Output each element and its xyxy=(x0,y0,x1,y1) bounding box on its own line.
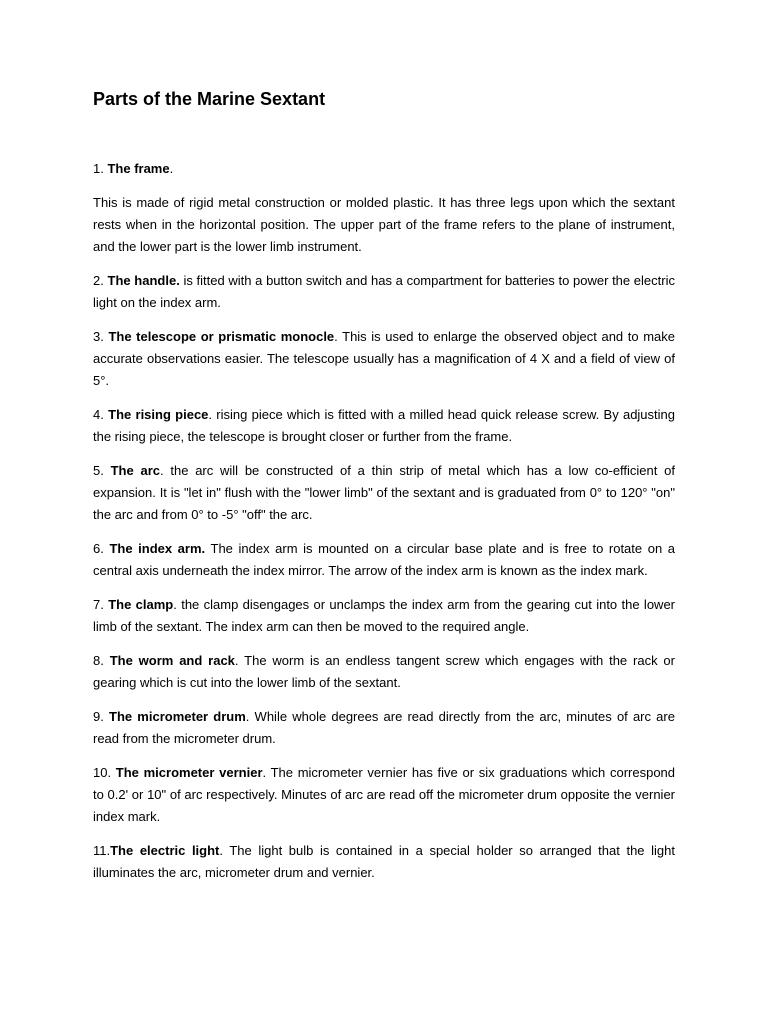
list-item xyxy=(93,538,675,582)
item-term: The micrometer drum xyxy=(109,709,246,724)
item-number: 3. xyxy=(93,329,109,344)
item-text: . the clamp disengages or unclamps the index arm from the gearing cut into the lower limb of the sextant. The index arm can then be moved to the required angle. xyxy=(93,597,675,634)
item-number: 11. xyxy=(93,843,111,858)
item-text: . the arc will be constructed of a thin strip of metal which has a low co-efficient of expansion. It is "let in" flush with the "lower limb" of the sextant and is graduated from 0° to 120° "on" the arc and from 0° to -5° "off" the arc. xyxy=(93,463,675,522)
list-item xyxy=(93,404,675,448)
frame-description: This is made of rigid metal construction or molded plastic. It has three legs upon which the sextant rests when in the horizontal position. The upper part of the frame refers to the plane of instrument, and the lower part is the lower limb instrument. xyxy=(93,195,675,254)
item-number: 1. xyxy=(93,161,108,176)
item-text: . The worm is an endless tangent screw which engages with the rack or gearing which is cut into the lower limb of the sextant. xyxy=(93,653,675,690)
item-text: . The light bulb is contained in a special holder so arranged that the light illuminates the arc, micrometer drum and vernier. xyxy=(93,843,675,880)
item-text: The index arm is mounted on a circular base plate and is free to rotate on a central axis underneath the index mirror. The arrow of the index arm is known as the index mark. xyxy=(93,541,676,578)
page-title: Parts of the Marine Sextant xyxy=(93,89,326,109)
list-item xyxy=(93,706,675,750)
item-number: 7. xyxy=(93,597,109,612)
item-term: The index arm. xyxy=(109,541,206,556)
item-text: is fitted with a button switch and has a compartment for batteries to power the electric light on the index arm. xyxy=(93,273,675,310)
item-text: . rising piece which is fitted with a milled head quick release screw. By adjusting the rising piece, the telescope is brought closer or further from the frame. xyxy=(93,407,675,444)
item-term: The micrometer vernier xyxy=(115,765,263,780)
item-number: 10. xyxy=(93,765,116,780)
item-text: . While whole degrees are read directly from the arc, minutes of arc are read from the micrometer drum. xyxy=(93,709,675,746)
list-item xyxy=(93,762,675,828)
item-term: The clamp xyxy=(108,597,174,612)
item-text: . The micrometer vernier has five or six graduations which correspond to 0.2' or 10" of arc respectively. Minutes of arc are read off the micrometer drum opposite the vernier index mark. xyxy=(93,765,676,824)
document-page xyxy=(93,86,675,896)
list-item xyxy=(93,460,675,526)
list-item xyxy=(93,326,675,392)
item-number: 2. xyxy=(93,273,108,288)
item-term: The rising piece xyxy=(108,407,209,422)
item-number: 5. xyxy=(93,463,111,478)
item-number: 9. xyxy=(93,709,110,724)
list-item xyxy=(93,840,675,884)
list-item xyxy=(93,594,675,638)
item-tail: . xyxy=(169,161,174,176)
item-term: The worm and rack xyxy=(109,653,235,668)
list-item xyxy=(93,270,675,314)
list-item xyxy=(93,650,675,694)
item-text: . This is used to enlarge the observed object and to make accurate observations easier. The telescope usually has a magnification of 4 X and a field of view of 5°. xyxy=(93,329,675,388)
item-term: The electric light xyxy=(110,843,220,858)
frame-heading xyxy=(93,158,675,180)
item-number: 8. xyxy=(93,653,110,668)
item-term: The handle. xyxy=(107,273,180,288)
item-term: The frame xyxy=(107,161,170,176)
item-number: 4. xyxy=(93,407,109,422)
item-term: The telescope or prismatic monocle xyxy=(108,329,335,344)
item-term: The arc xyxy=(110,463,160,478)
item-number: 6. xyxy=(93,541,110,556)
